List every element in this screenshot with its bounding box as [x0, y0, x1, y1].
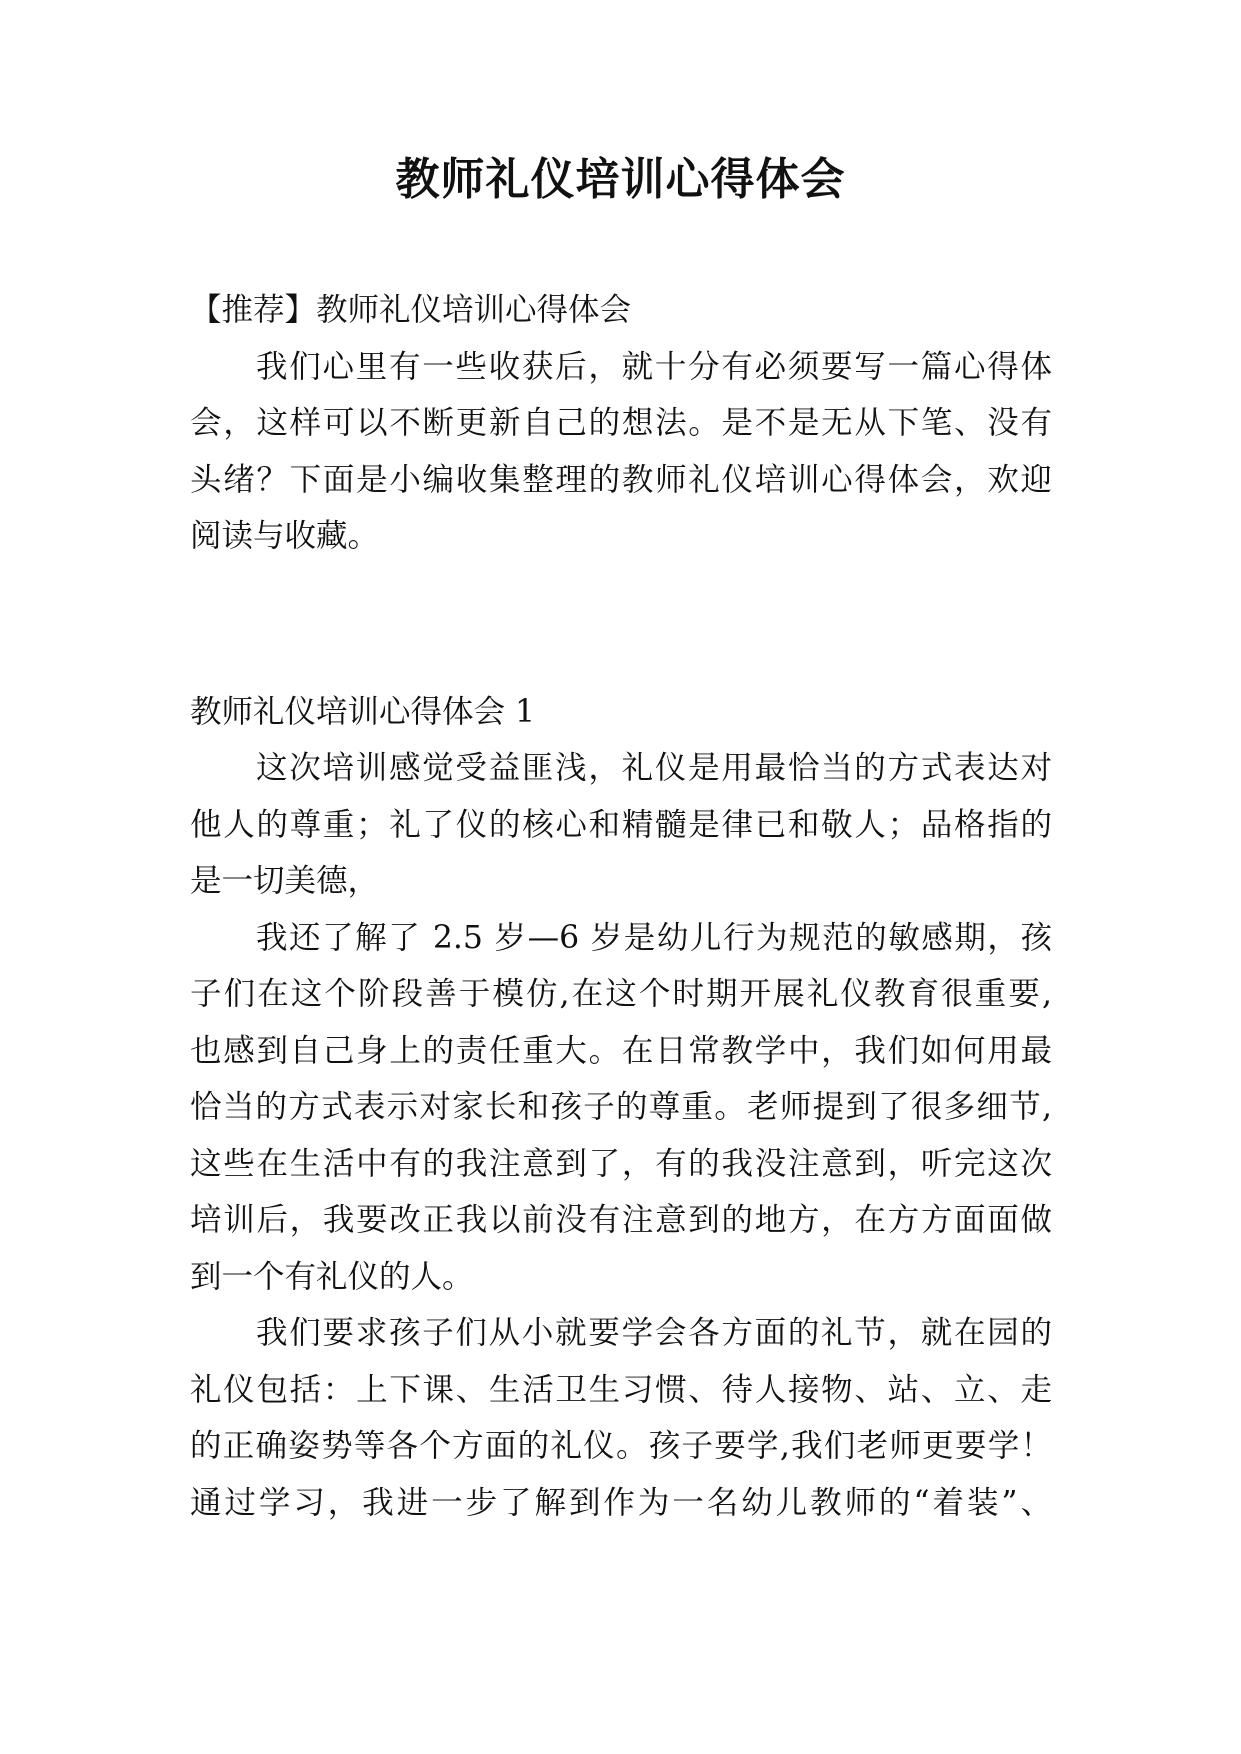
paragraph-line: 我还了解了 2.5 岁—6 岁是幼儿行为规范的敏感期，孩 [256, 919, 1052, 956]
intro-line: 头绪？下面是小编收集整理的教师礼仪培训心得体会，欢迎 [190, 461, 1052, 498]
paragraph-line: 的正确姿势等各个方面的礼仪。孩子要学,我们老师更要学！ [190, 1428, 1052, 1464]
paragraph-3 [190, 1305, 1052, 1531]
paragraph-line: 恰当的方式表示对家长和孩子的尊重。老师提到了很多细节, [190, 1089, 1052, 1125]
document-title: 教师礼仪培训心得体会 [395, 154, 846, 205]
paragraph-line: 是一切美德， [190, 863, 380, 899]
section-heading: 教师礼仪培训心得体会 1 [190, 693, 536, 730]
intro-paragraph [190, 339, 1052, 565]
paragraph-1 [190, 740, 1052, 910]
paragraph-line: 通过学习，我进一步了解到作为一名幼儿教师的“着装”、 [190, 1484, 1052, 1521]
section-spacer [190, 565, 1052, 684]
paragraph-line: 到一个有礼仪的人。 [190, 1258, 474, 1295]
paragraph-line: 子们在这个阶段善于模仿,在这个时期开展礼仪教育很重要, [190, 976, 1052, 1012]
paragraph-line: 礼仪包括：上下课、生活卫生习惯、待人接物、站、立、走 [190, 1371, 1052, 1408]
recommend-line: 【推荐】教师礼仪培训心得体会 [190, 292, 632, 328]
intro-line: 阅读与收藏。 [190, 518, 380, 554]
paragraph-line: 培训后，我要改正我以前没有注意到的地方，在方方面面做 [190, 1202, 1052, 1238]
intro-line: 会，这样可以不断更新自己的想法。是不是无从下笔、没有 [190, 405, 1052, 441]
paragraph-line: 这些在生活中有的我注意到了，有的我没注意到，听完这次 [190, 1145, 1052, 1182]
paragraph-line: 他人的尊重；礼了仪的核心和精髓是律已和敬人；品格指的 [190, 806, 1052, 843]
intro-line: 我们心里有一些收获后，就十分有必须要写一篇心得体 [256, 348, 1052, 385]
document-body [190, 282, 1052, 1531]
paragraph-2 [190, 910, 1052, 1306]
paragraph-line: 这次培训感觉受益匪浅，礼仪是用最恰当的方式表达对 [256, 750, 1052, 786]
paragraph-line: 我们要求孩子们从小就要学会各方面的礼节，就在园的 [256, 1315, 1052, 1351]
paragraph-line: 也感到自己身上的责任重大。在日常教学中，我们如何用最 [190, 1032, 1052, 1069]
